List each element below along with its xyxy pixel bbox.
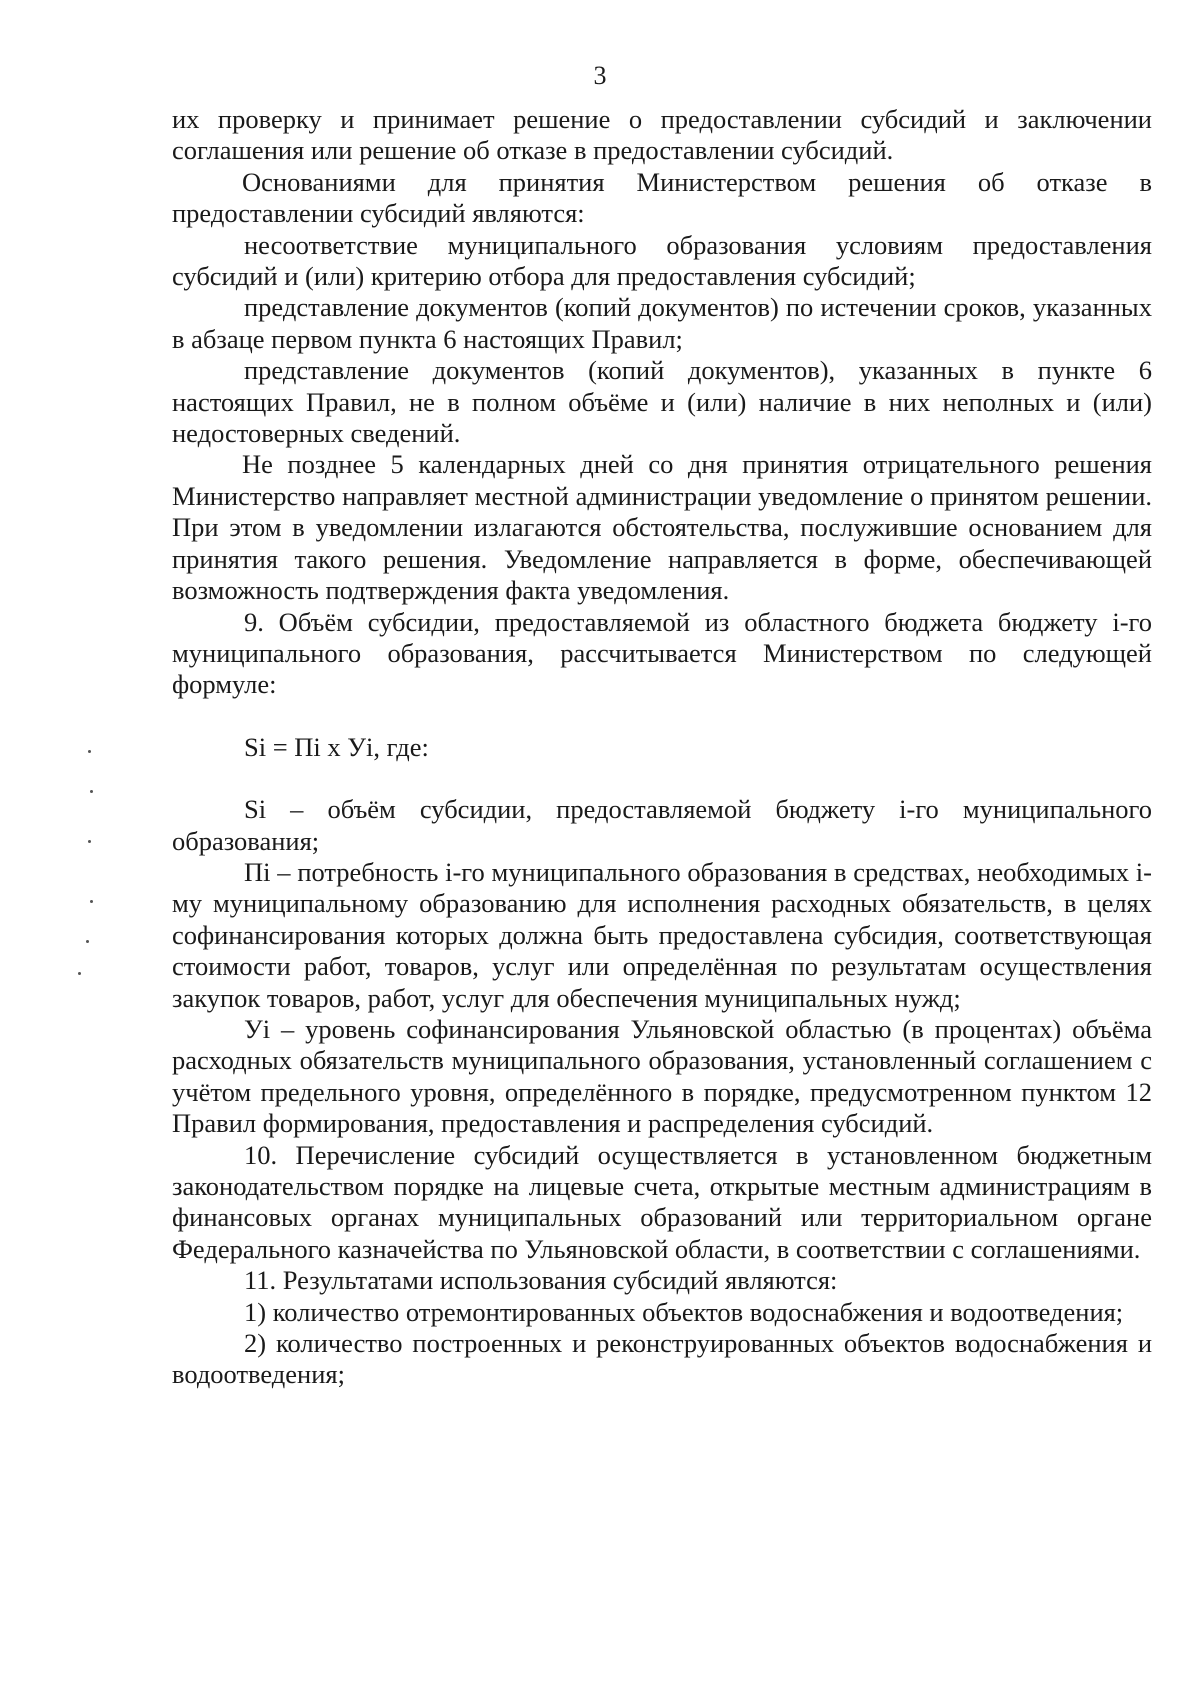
paragraph-item-11: 11. Результатами использования субсидий являются: — [244, 1265, 838, 1296]
paragraph-continuation: их проверку и принимает решение о предоставлении субсидий и заключении соглашения или решение об отказе в предоставлении субсидий. — [172, 104, 1152, 166]
scan-speck — [78, 972, 81, 975]
scan-speck — [86, 940, 89, 943]
paragraph-result-2: 2) количество построенных и реконструированных объектов водоснабжения и водоотведения; — [172, 1328, 1152, 1390]
paragraph-item-9: 9. Объём субсидии, предоставляемой из областного бюджета бюджету i-го муниципального образования, рассчитывается Министерством по следующей формуле: — [172, 606, 1152, 700]
scan-speck — [90, 900, 93, 903]
paragraph-result-1: 1) количество отремонтированных объектов водоснабжения и водоотведения; — [244, 1296, 1124, 1327]
paragraph-si-definition: Si – объём субсидии, предоставляемой бюджету i-го муниципального образования; — [172, 794, 1152, 856]
paragraph-pi-definition: Пi – потребность i-го муниципального образования в средствах, необходимых i-му муниципальному образованию для исполнения расходных обязательств, в целях софинансирования которых должна быть предоставлена субсидия, соответствующая стоимости работ, товаров, услуг или определённая по результатам осуществления закупок товаров, работ, услуг для обеспечения муниципальных нужд; — [172, 856, 1152, 1013]
scan-speck — [88, 840, 91, 843]
document-body — [172, 104, 1152, 1391]
paragraph-notification: Не позднее 5 календарных дней со дня принятия отрицательного решения Министерство направляет местной администрации уведомление о принятом решении. При этом в уведомлении излагаются обстоятельства, послужившие основанием для принятия такого решения. Уведомление направляется в форме, обеспечивающей возможность подтверждения факта уведомления. — [172, 449, 1152, 606]
paragraph-refusal-grounds: Основаниями для принятия Министерством решения об отказе в предоставлении субсидий являются: — [172, 166, 1152, 229]
page-number: 3 — [593, 61, 607, 90]
formula: Si = Пi х Уi, где: — [244, 731, 429, 762]
spacer — [172, 763, 1152, 794]
spacer — [172, 701, 1152, 732]
scan-speck — [88, 750, 91, 753]
paragraph-ground-1: несоответствие муниципального образования условиям предоставления субсидий и (или) критерию отбора для предоставления субсидий; — [172, 229, 1152, 292]
paragraph-item-10: 10. Перечисление субсидий осуществляется в установленном бюджетным законодательством порядке на лицевые счета, открытые местным администрациям в финансовых органах муниципальных образований или территориальном органе Федерального казначейства по Ульяновской области, в соответствии с соглашениями. — [172, 1139, 1152, 1264]
paragraph-ui-definition: Уi – уровень софинансирования Ульяновской областью (в процентах) объёма расходных обязательств муниципального образования, установленный соглашением с учётом предельного уровня, определённого в порядке, предусмотренном пунктом 12 Правил формирования, предоставления и распределения субсидий. — [172, 1013, 1152, 1139]
paragraph-ground-2: представление документов (копий документов) по истечении сроков, указанных в абзаце первом пункта 6 настоящих Правил; — [172, 292, 1152, 354]
scan-speck — [90, 790, 93, 793]
paragraph-ground-3: представление документов (копий документов), указанных в пункте 6 настоящих Правил, не в полном объёме и (или) наличие в них неполных и (или) недостоверных сведений. — [172, 355, 1152, 449]
